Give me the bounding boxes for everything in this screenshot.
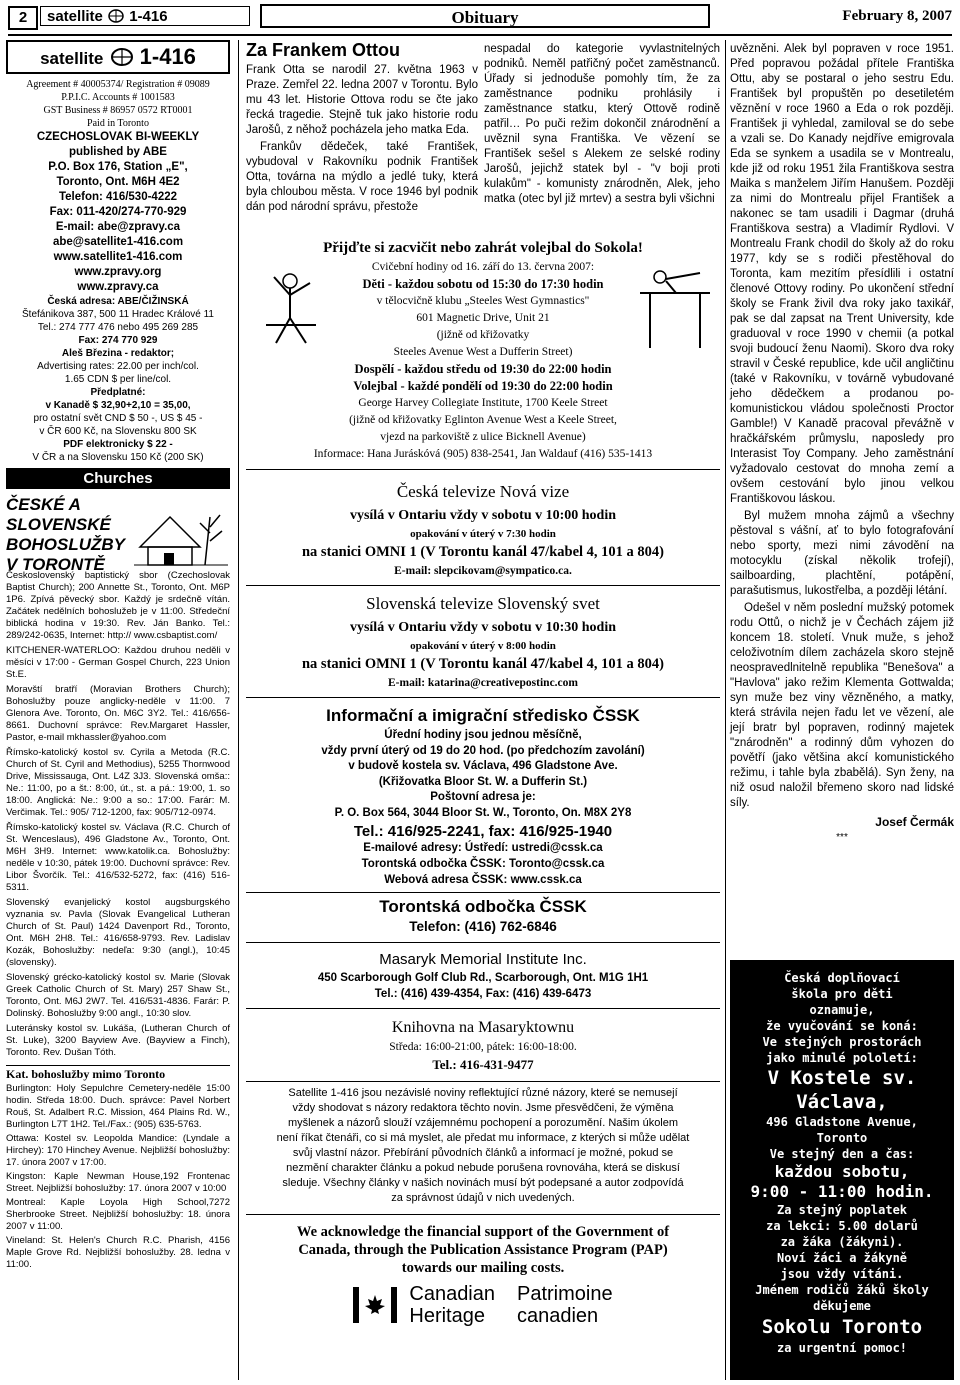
outside-entry: Ottawa: Kostel sv. Leopolda Mandice: (Lyndale a Hirchey): 170 Hinchey Avenue. Nejbližší bohoslužby: 17. února 2007 v 17:00. [6,1132,230,1168]
masthead-contact [6,130,230,295]
cssk-line: v budově kostela sv. Václava, 496 Gladstone Ave. [348,760,618,772]
masthead-line: GST Business # 86957 0572 RT0001 [43,105,193,116]
school-line: jako minulé pololetí: [766,1051,918,1065]
maple-leaf-icon [353,1287,397,1323]
school-line: každou sobotu, [774,1162,910,1181]
volleyball-line: vjezd na parkoviště z ulice Bicknell Avenue) [380,431,586,443]
school-line: jsou vždy vítáni. [780,1267,904,1281]
cssk-line: P. O. Box 564, 3044 Bloor St. W., Toronto, On. M8X 2Y8 [334,806,632,819]
masthead-contact-line: abe@satellite1-416.com [52,236,184,248]
library-tel: Tel.: 416-431-9477 [432,1057,534,1072]
obituary-text-5: Byl mužem mnoha zájmů a všechny pěstoval s vášní, ať to bylo fotografování nebo sporty, mezi nimi závodění na motocyklu (získal několik trofejí), sailboarding, plachtění, potápění, parašutismus, lukostřelba, a později létání. [730,510,954,597]
header-brand-number: 1-416 [129,8,168,25]
masthead-contact-line: www.zpravy.org [74,266,162,278]
header-rule [8,34,952,36]
churches-title: ČESKÉ A SLOVENSKÉ BOHOSLUŽBY V TORONTĚ [6,495,125,574]
gymnast-image [246,263,336,353]
cssk-emails [246,840,720,888]
tv-czech [246,482,720,577]
volleyball-line: (jižně od křižovatky [436,329,530,341]
column-divider [725,40,726,1380]
cssk-email-line: Webová adresa ČSSK: www.cssk.ca [384,874,582,886]
masthead-contact-line: www.satellite1-416.com [53,251,183,263]
heritage-fr-1: Patrimoine [517,1283,613,1305]
volleyball-line: v tělocvičně klubu „Steeles West Gymnastics" [376,295,590,307]
tv-slovak-email: E-mail: katarina@creativepostinc.com [388,677,578,689]
outside-entry: Vineland: St. Helen's Church R.C. Pharish, 4156 Maple Grove Rd. Nejbližší bohoslužby. 28. ledna v 11:00. [6,1234,230,1270]
masthead-rate-line: 1.65 CDN $ per line/col. [64,374,172,385]
obituary-text-4: uvězněni. Alek byl popraven v roce 1951. Před popravou požádal přítele Františka Ottu, aby se postaral o jeho sestru Edu. František byl propuštěn po desetiletém věznění v roce 1960 a Eda o rok později. František ji vyhledal, zamiloval se do sebe a vzali se. Do Kanady nejdříve emigrovala Eda se synkem a usadila se v Montrealu, kde již od roku 1951 žila Františkova sestra Maika s manželem Jiřím Hanušem. Později za nimi do Montrealu přijel František a nakonec se tam usadili i Dagmar (druhá Františkova sestra) a Vladimír Rydlovi. V Montrealu Frank chodil do školy až do roku 1977, kdy se s rodiči přestěhoval do Toronta, kam mezitím přesídlili i ostatní členové Ottovy rodiny. Po ukončení střední školy se Frank živil dva roky jako taxikář, pak se dal zapsat na Trent University, kde graduoval v roce 1990 v chemii (a potkal svoji budoucí ženu Naomi). Skoro dva roky stravil v České republice, kde učil angličtinu (také v Rakovníku, v továrně vybudované jeho dědečkem a prodanou po-komunistickou vládou společnosti Proctor Gamble!) V Kanadě pracoval převážně v hračkářském průmyslu, naposledy pro Interasist Toy Company. Jeho zaměstnání vyžadovalo cestovat do mnoha zemí a ovšem cestování bylo jinou velkou Františkovou láskou. [730,43,954,505]
masthead-rate-line: PDF elektronicky $ 22 - [63,439,173,450]
school-line: Sokolu Toronto [761,1316,923,1338]
masthead-rate-line: Tel.: 274 777 476 nebo 495 269 285 [37,322,199,333]
obituary-text-1: Frank Otta se narodil 27. května 1963 v Praze. Zemřel 22. ledna 2007 v Torontu. Bylo mu 43 let. Historie Ottova rodu se čte jako řecká tragedie. Stejně tuk jako historie rodu Jarošů, z něhož pocházela jeho matka Eda. [246,64,478,136]
church-entry: Římsko-katolický kostol sv. Cyrila a Metoda (R.C. Church of St. Cyril and Methodius), 5255 Thornwood Drive, Mississauga, Ont. L4Z 3J3. Slovenská omša:: Ne.: 11:00, po a št.: 8:00, út., st. a pá.: 19:00, 1. so 18:00. Anglická: Ne.: 9:00 a so.: 17:00. Farár: M. Verčimak. Tel.: 905/ 712-1200, fax: 905/712-0974. [6,747,230,818]
church-entry: Slovenský evanjelický kostol augsburgského vyznania sv. Pavla (Slovak Evangelical Lutheran Church of St. Paul) 1424 Davenport Rd., Toronto, Ont. M6H 2H8. Tel.: 416/658-9793. Rev. Ladislav Kozák, Bohoslužby: nedeľa: 9:30 (angl.), 10:45 (slovensky). [6,897,230,968]
church-entry: Římsko-katolický kostel sv. Václava (R.C. Church of St. Wenceslaus), 496 Gladstone Av., Toronto, Ont. M6H 3H9. Internet: www.katolik.ca. Bohoslužby: neděle v 10:30, pátek 19:00. Duchovní správce: Rev. Libor Švorčík. Tel.: 416/532-5272, fax: (416) 516-5311. [6,822,230,893]
masthead-contact-line: E-mail: abe@zpravy.ca [55,221,181,233]
outside-list [6,1083,230,1271]
masthead-line: Paid in Toronto [87,118,149,129]
masthead-rate-line: Advertising rates: 22.00 per inch/col. [37,361,199,372]
volleyball-line: Děti - každou sobotu od 15:30 do 17:30 hodin [362,277,604,291]
church-entry: Moravští bratří (Moravian Brothers Church); Bohoslužby pouze anglicky-neděle v 11:00. 7 Glenora Ave. Toronto, On. M6C 3Y2. Tel.: 416/656-8661. Duchovní správce: Rev.Margaret Hassler, Pastor, e-mail mkhassler@yahoo.com [6,684,230,743]
tv-slovak-line2: opakování v úterý v 8:00 hodin [410,640,556,652]
masthead-contact-line: Fax: 011-420/274-770-929 [49,206,187,218]
church-entry: Luteránsky kostol sv. Lukáša, (Lutheran Church of St. Luke), 3200 Bayview Ave. (Bayview a Finch), Toronto. Rev. Dušan Tóth. [6,1023,230,1058]
column-divider [238,40,239,1380]
header-brand-name: satellite [47,8,103,25]
heritage-fr-2: canadien [517,1305,599,1327]
masthead-contact-line: Telefon: 416/530-4222 [58,191,178,203]
library-box [246,1019,720,1073]
cssk-tel: Tel.: 416/925-2241, fax: 416/925-1940 [353,823,613,840]
tv-czech-line2: opakování v úterý v 7:30 hodin [410,528,556,540]
masthead-rate-line: Štefánikova 387, 500 11 Hradec Králové 11 [22,309,214,320]
section-title: Obituary [260,4,710,28]
globe-icon [107,9,125,23]
volleyball-line: George Harvey Collegiate Institute, 1700 Keele Street [358,397,608,409]
obituary-author: Josef Čermák [875,815,954,829]
library-title: Knihovna na Masaryktownu [391,1019,575,1036]
acknowledgement: We acknowledge the financial support of the Government of Canada, through the Publication Assistance Program (PAP) towards our mailing costs. [296,1224,670,1276]
masthead-rates [6,295,230,464]
globe-icon [110,46,134,64]
volleyball-title: Přijďte si zacvičit nebo zahrát volejbal do Sokola! [323,240,643,256]
obituary-text-2: Frankův dědeček, také František, vybudoval v Rakovníku podnik František Otta, továrna na mýdlo a jedlé tuky, která byla chloubou města. V roce 1946 byl podnik dán pod národní správu, přestože [246,141,478,213]
center-ads [246,240,720,1327]
masthead-rate-line: Aleš Březina - redaktor; [61,348,175,359]
tv-czech-email: E-mail: slepcikovam@sympatico.ca. [394,565,572,577]
masthead-column [6,40,230,1385]
cssk-line: vždy první úterý od 19 do 20 hod. (po předchozím zavolání) [321,744,645,757]
masthead-rate-line: v ČR 600 Kč, na Slovensku 800 SK [39,426,197,437]
masthead-rate-line: Předplatné: [90,387,146,398]
outside-entry: Burlington: Holy Sepulchre Cemetery-neděle 15:00 hodin. Středa 18:00. Duch. správce: Pavel Norbert Rouš, St. Adalbert R.C. Mission, 464 Plains Rd. W., Burlington L7T 1H2. Tel./Fax.: (905) 635-5763. [6,1082,230,1130]
masthead-contact-line: Toronto, Ont. M6H 4E2 [56,176,180,188]
outside-entry: Montreal: Kaple Loyola High School,7272 Sherbrooke Street. Nejbližší bohoslužby: 18. února 2007 v 11:00. [6,1196,230,1232]
cssk-email-line: Torontská odbočka ČSSK: Toronto@cssk.ca [361,858,605,870]
tv-czech-line1: vysílá v Ontariu vždy v sobotu v 10:00 hodin [349,508,617,523]
masthead-brand [6,40,230,74]
church-list [6,570,230,1059]
outside-entry: Kingston: Kaple Newman House,192 Frontenac Street. Nejbližší bohoslužby: 17. února 2007 v 10:00 [6,1170,230,1194]
cssk-line: Úřední hodiny jsou jednou měsíčně, [384,729,582,741]
disclaimer: Satellite 1-416 jsou nezávislé noviny reflektující různé názory, které se nemusejí vždy shodovat s názory redaktora těchto novin. Jsme přesvědčeni, že výměna myšlenek a názorů slouží vzájemnému pochopení a porozumění. Našim úkolem není říkat čtenáři, co si má myslet, ale předat mu informace, z kterých si může udělat svůj vlastní názor. Přebírání původních článků a informací je možné, pokud se nezmění charakter článku a pokud nebude porušena rovnováha, která se diskusí sleduje. Všechny články v našich novinách musí být podepsané a autor zodpovídá za správnost údajů v nich uvedených. [276,1087,690,1204]
tv-czech-title: Česká televize Nová vize [396,482,570,501]
masthead-rate-line: pro ostatní svět CND $ 50 -, US $ 45 - [33,413,203,424]
church-entry: Slovenský grécko-katolický kostol sv. Marie (Slovak Greek Catholic Church of St. Mary) 257 Shaw St., Toronto, Ont. M6J 2W7. Tel. 416/531-4836. Farár: P. Dolinský. Bohoslužby 9:00 angl., 10:30 slov. [6,972,230,1019]
church-entry: Československý baptistický sbor (Czechoslovak Baptist Church); 200 Annette St., Toronto, Ont. M6P 1P6. Zpívá pěvecký sbor. Každý je srdečně vítán. Začátek nedělních bohoslužeb je v 11:00. Středeční biblická hodina v 19:30. Rev. Ján Banko. Tel.: 289/242-0635, Internet: http:// www.csbaptist.com/ [6,570,230,641]
tv-slovak-title: Slovenská televize Slovenský svet [366,594,600,613]
cssk-email-line: E-mailové adresy: Ústředí: ustredi@cssk.ca [363,842,603,854]
volleyball-line: Cvičební hodiny od 16. září do 13. června 2007: [371,261,595,273]
volleyball-line: Volejbal - každé pondělí od 19:30 do 22:00 hodin [353,379,613,393]
cssk-line: Poštovní adresa je: [430,791,536,803]
masthead-contact-line: published by ABE [69,146,167,158]
tv-slovak-line1: vysílá v Ontariu vždy v sobotu v 10:30 hodin [349,620,617,635]
masaryk-tel: Tel.: (416) 439-4354, Fax: (416) 439-6473 [374,988,592,1000]
obituary-col-3 [730,40,954,845]
school-line: za urgentní pomoc! [776,1341,908,1355]
heritage-en-2: Heritage [409,1305,485,1327]
school-notice [730,960,954,1380]
school-line: 9:00 - 11:00 hodin. [750,1182,934,1201]
volleyball-line: 601 Magnetic Drive, Unit 21 [416,312,550,324]
obituary-title: Za Frankem Ottou [246,40,401,60]
issue-date: February 8, 2007 [842,8,952,24]
obituary-col-2 [484,40,720,207]
masthead-brand-name: satellite [40,49,104,68]
school-line: Česká doplňovací [784,971,900,985]
masthead-contact-line: CZECHOSLOVAK BI-WEEKLY [36,131,200,143]
outside-title: Kat. bohoslužby mimo Toronto [6,1065,230,1081]
church-entry: KITCHENER-WATERLOO: Každou druhou neděli v měsíci v 17:00 - German Gospel Church, 223 Union St.E. [6,645,230,680]
cssk-line: (Křižovatka Bloor St. W. a Dufferin St.) [378,775,588,788]
school-line: že vyučování se koná: [766,1019,918,1033]
tv-slovak [246,594,720,689]
cssk-box [246,706,720,934]
volleyball-line: Informace: Hana Juráskóvá (905) 838-2541, Jan Waldauf (416) 535-1413 [313,448,653,460]
header-brand [40,6,250,26]
masthead-brand-number: 1-416 [139,44,196,69]
page-number: 2 [8,6,38,30]
obituary-col-1 [246,40,478,215]
school-line: Za stejný poplatek [776,1203,908,1217]
school-line: Jménem rodičů žáků školy [755,1283,929,1297]
gymnast-bars-image [630,263,720,353]
tv-slovak-line3: na stanici OMNI 1 (V Torontu kanál 47/kabel 4, 101 a 804) [301,656,665,672]
school-line: Noví žáci a žákyně [776,1251,908,1265]
school-line: oznamuje, [809,1003,875,1017]
church-drawing-image [130,497,230,569]
school-line: Václava, [796,1091,888,1113]
cssk-branch-tel: Telefon: (416) 762-6846 [409,919,557,934]
tv-czech-line3: na stanici OMNI 1 (V Torontu kanál 47/kabel 4, 101 a 804) [301,544,665,560]
library-hours: Středa: 16:00-21:00, pátek: 16:00-18:00. [389,1041,577,1053]
obituary-text-3: nespadal do kategorie vyvlastnitelných podniků. Neměl patřičný počet zaměstnanců. Úřady si jednoduše pomohly tím, že za zaměstnance podniku prohlásily i zaměstnance statku, který Ottově rodině patřil… Po puči režim dokončil znárodnění a uvěznil syna Františka. Ve vězení se František sešel s Alekem ze selské rodiny Jarošů, jejichž statek byl - "v boji proti kulakům" - komunisty znárodněn, Alek, jeho matka (otec byl již mrtev) a sestra byli všichni [484,43,720,205]
volleyball-line: Steeles Avenue West a Dufferin Street) [393,346,573,358]
masaryk-title: Masaryk Memorial Institute Inc. [379,951,587,968]
masthead-rate-line: v Kanadě $ 32,90+2,10 = 35,00, [45,400,191,411]
school-line: děkujeme [813,1299,871,1313]
volleyball-line: Dospělí - každou středu od 19:30 do 22:00 hodin [354,362,612,376]
masaryk-address: 450 Scarborough Golf Club Rd., Scarborough, Ont. M1G 1H1 [317,972,649,984]
school-notice-text [730,970,954,1356]
masthead-rate-line: Česká adresa: ABE/ČIŽINSKÁ [47,296,189,307]
school-line: za žáka (žákyni). [780,1235,904,1249]
school-line: Toronto [816,1131,868,1145]
masthead-line: Agreement # 40005374/ Registration # 09089 [26,79,210,90]
school-line: škola pro děti [791,987,893,1001]
school-line: Ve stejných prostorách [762,1035,922,1049]
volleyball-line: (jižně od křižovatky Eglinton Avenue West a Keele Street, [349,414,617,426]
masthead-rate-line: Fax: 274 770 929 [78,335,158,346]
school-line: V Kostele sv. [767,1067,917,1089]
masthead-contact-line: P.O. Box 176, Station „E", [48,161,188,173]
cssk-info [246,728,720,821]
masthead-contact-line: www.zpravy.ca [77,281,159,293]
masthead-line: P.P.I.C. Accounts # 1001583 [61,92,175,103]
school-line: Ve stejný den a čas: [769,1147,915,1161]
cssk-branch-title: Torontská odbočka ČSSK [379,897,587,916]
heritage-en-1: Canadian [409,1283,495,1305]
school-line: 496 Gladstone Avenue, [766,1115,918,1129]
masthead-registration [6,78,230,130]
masaryk-box [246,951,720,1000]
churches-bar: Churches [6,468,230,489]
canadian-heritage-logo [246,1283,720,1327]
obituary-text-6: Odešel v něm poslední mužský potomek rodu Ottů, o nichž je v Čechách zájem již koncem 18. století. Vnuk muže, s jehož celoživotním dílem zacházela skoro stejně neospravedlnitelně republika "Benešova" a "Havlova" jako režim Klementa Gottwalda; syn muže bez viny vězněného, a matky, která strávila nejen řadu let ve vězení, ale její bratr byl popraven, rodinný majetek "znárodněn" a rodinný dům vyhozen do povětří (jako většina akcí komunistického režimu, i tahle byla zbabělá). Syn ženy, na niž osud naložil břemeno skoro nad lidské síly. [730,602,954,809]
cssk-title: Informační a imigrační středisko ČSSK [326,706,640,725]
school-line: za lekci: 5.00 dolarů [766,1219,918,1233]
obituary-stars: *** [836,832,848,843]
masthead-rate-line: V ČR a na Slovensku 150 Kč (200 SK) [32,452,204,463]
